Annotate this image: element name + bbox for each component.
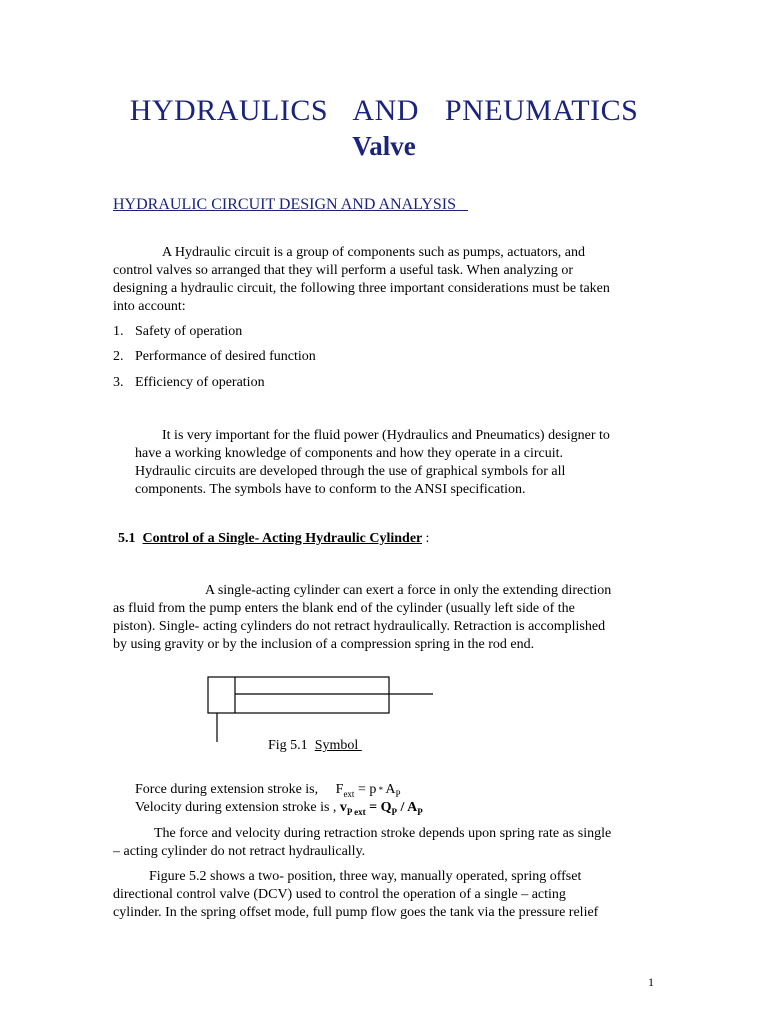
intro-line-2: control valves so arranged that they will perform a useful task. When analyzing or	[113, 263, 574, 278]
intro-line-4: into account:	[113, 299, 186, 314]
section-title: Control of a Single- Acting Hydraulic Cylinder	[142, 531, 422, 546]
velocity-eq: = Q	[365, 800, 392, 815]
velocity-formula	[135, 800, 423, 817]
designer-line-4: components. The symbols have to conform to the ANSI specification.	[135, 482, 526, 497]
single-acting-line-3: piston). Single- acting cylinders do not retract hydraulically. Retraction is accomplished	[113, 619, 606, 634]
section-colon: :	[425, 531, 430, 546]
designer-line-2: have a working knowledge of components and how they operate in a circuit.	[135, 446, 564, 461]
velocity-Q-sub: P	[391, 806, 398, 817]
list-item	[113, 324, 242, 340]
velocity-label: Velocity during extension stroke is ,	[135, 800, 337, 815]
force-A: A	[385, 782, 396, 797]
force-F: F	[335, 782, 344, 797]
figure-caption	[268, 738, 362, 754]
list-item-text: Safety of operation	[135, 324, 243, 339]
document-title: HYDRAULICS AND PNEUMATICS	[129, 94, 639, 127]
list-item-number: 2.	[113, 349, 124, 364]
single-acting-line-4: by using gravity or by the inclusion of a compression spring in the rod end.	[113, 637, 535, 652]
velocity-sub: P ext	[346, 806, 366, 817]
force-sub: ext	[343, 788, 355, 799]
figure-label: Fig 5.1	[268, 738, 315, 753]
single-acting-line-2: as fluid from the pump enters the blank end of the cylinder (usually left side of the	[113, 601, 575, 616]
section-heading: HYDRAULIC CIRCUIT DESIGN AND ANALYSIS	[113, 196, 469, 213]
page-number: 1	[648, 975, 654, 989]
figure-5-2-line-3: cylinder. In the spring offset mode, full pump flow goes the tank via the pressure relief	[113, 905, 599, 920]
retraction-line-2: – acting cylinder do not retract hydraulically.	[113, 844, 366, 859]
intro-line-1: A Hydraulic circuit is a group of components such as pumps, actuators, and	[162, 245, 586, 260]
list-item-text: Performance of desired function	[135, 349, 316, 364]
figure-5-2-line-2: directional control valve (DCV) used to control the operation of a single – acting	[113, 887, 566, 902]
figure-5-2-line-1: Figure 5.2 shows a two- position, three way, manually operated, spring offset	[149, 869, 582, 884]
force-A-sub: P	[395, 788, 401, 799]
velocity-div: / A	[397, 800, 418, 815]
force-dot: *	[376, 785, 386, 795]
velocity-v: v	[339, 800, 347, 815]
section-number: 5.1	[118, 531, 136, 546]
figure-name: Symbol	[314, 738, 362, 753]
force-label: Force during extension stroke is,	[135, 782, 319, 797]
document-subtitle: Valve	[352, 131, 416, 161]
force-rhs: = p	[354, 782, 377, 797]
velocity-A-sub: P	[417, 806, 423, 817]
retraction-line-1: The force and velocity during retraction stroke depends upon spring rate as single	[154, 826, 612, 841]
designer-line-3: Hydraulic circuits are developed through the use of graphical symbols for all	[135, 464, 566, 479]
list-item	[113, 375, 265, 391]
intro-line-3: designing a hydraulic circuit, the following three important considerations must be taken	[113, 281, 610, 296]
force-formula	[135, 782, 400, 799]
single-acting-line-1: A single-acting cylinder can exert a force in only the extending direction	[205, 583, 612, 598]
single-acting-cylinder-symbol	[200, 670, 440, 746]
list-item-number: 1.	[113, 324, 124, 339]
list-item-number: 3.	[113, 375, 124, 390]
list-item-text: Efficiency of operation	[135, 375, 265, 390]
list-item	[113, 349, 316, 365]
section-5-1-heading	[118, 531, 429, 547]
designer-line-1: It is very important for the fluid power (Hydraulics and Pneumatics) designer to	[162, 428, 610, 443]
